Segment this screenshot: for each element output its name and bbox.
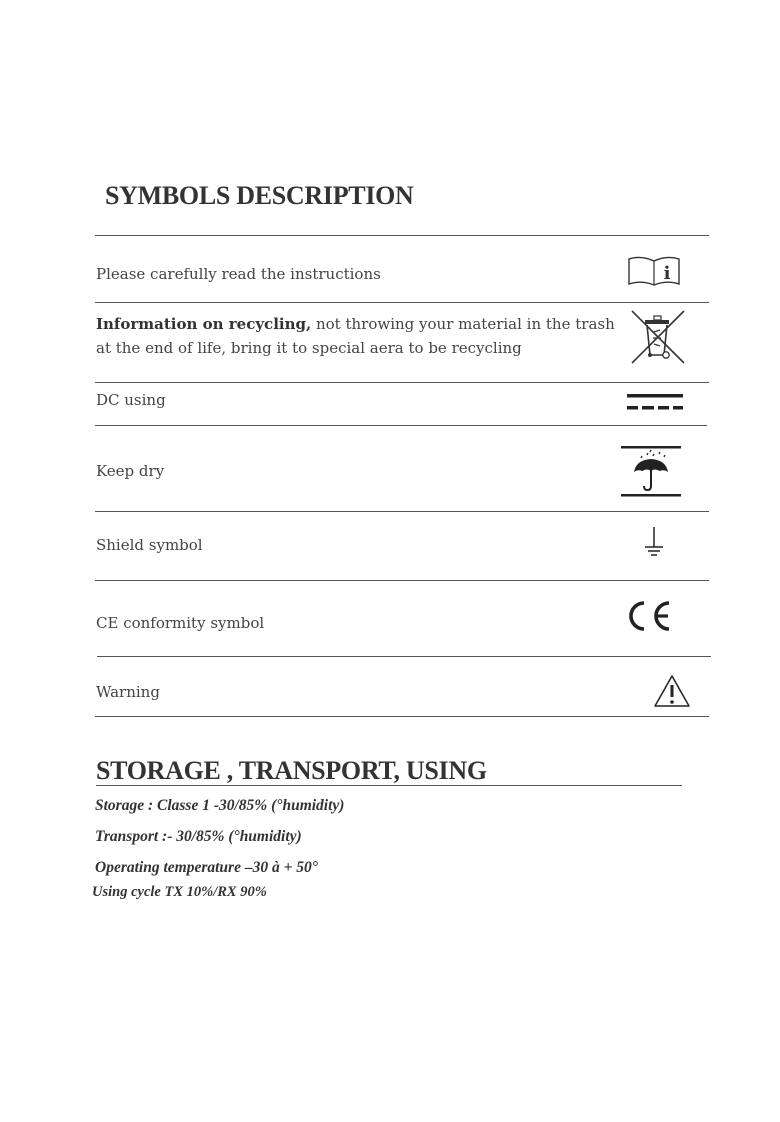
svg-text:i: i — [663, 263, 671, 284]
row-recycling-text — [96, 312, 636, 360]
storage-title-underline — [96, 785, 682, 786]
row-keep-dry-label: Keep dry — [96, 462, 165, 480]
symbols-title: SYMBOLS DESCRIPTION — [105, 181, 414, 210]
row-warning-label: Warning — [96, 683, 160, 701]
divider — [97, 656, 711, 657]
recycling-bold-label: Information on recycling, — [96, 315, 312, 333]
row-read-instructions-label: Please carefully read the instructions — [96, 265, 381, 283]
crossed-bin-icon — [628, 308, 688, 366]
divider — [95, 382, 709, 383]
keep-dry-icon — [620, 444, 682, 500]
divider — [95, 235, 709, 236]
storage-line: Storage : Classe 1 -30/85% (°humidity) — [95, 797, 345, 814]
recycling-line1: not throwing your material in the trash — [311, 315, 615, 333]
operating-temperature-line: Operating temperature –30 à + 50° — [95, 859, 318, 876]
divider — [95, 716, 709, 717]
using-cycle-line: Using cycle TX 10%/RX 90% — [92, 884, 267, 900]
row-ce-label: CE conformity symbol — [96, 614, 265, 632]
row-shield-label: Shield symbol — [96, 536, 203, 554]
read-instructions-icon — [627, 255, 681, 287]
dc-symbol-icon — [626, 393, 686, 413]
ground-icon — [643, 526, 665, 558]
divider — [95, 580, 709, 581]
transport-line: Transport :- 30/85% (°humidity) — [95, 828, 302, 845]
divider — [95, 302, 709, 303]
ce-mark-icon — [626, 599, 672, 633]
warning-triangle-icon — [653, 674, 691, 708]
recycling-line2: at the end of life, bring it to special aera to be recycling — [96, 339, 522, 357]
storage-title: STORAGE , TRANSPORT, USING — [96, 756, 487, 785]
divider — [95, 511, 709, 512]
row-dc-label: DC using — [96, 391, 166, 409]
divider — [95, 425, 707, 426]
